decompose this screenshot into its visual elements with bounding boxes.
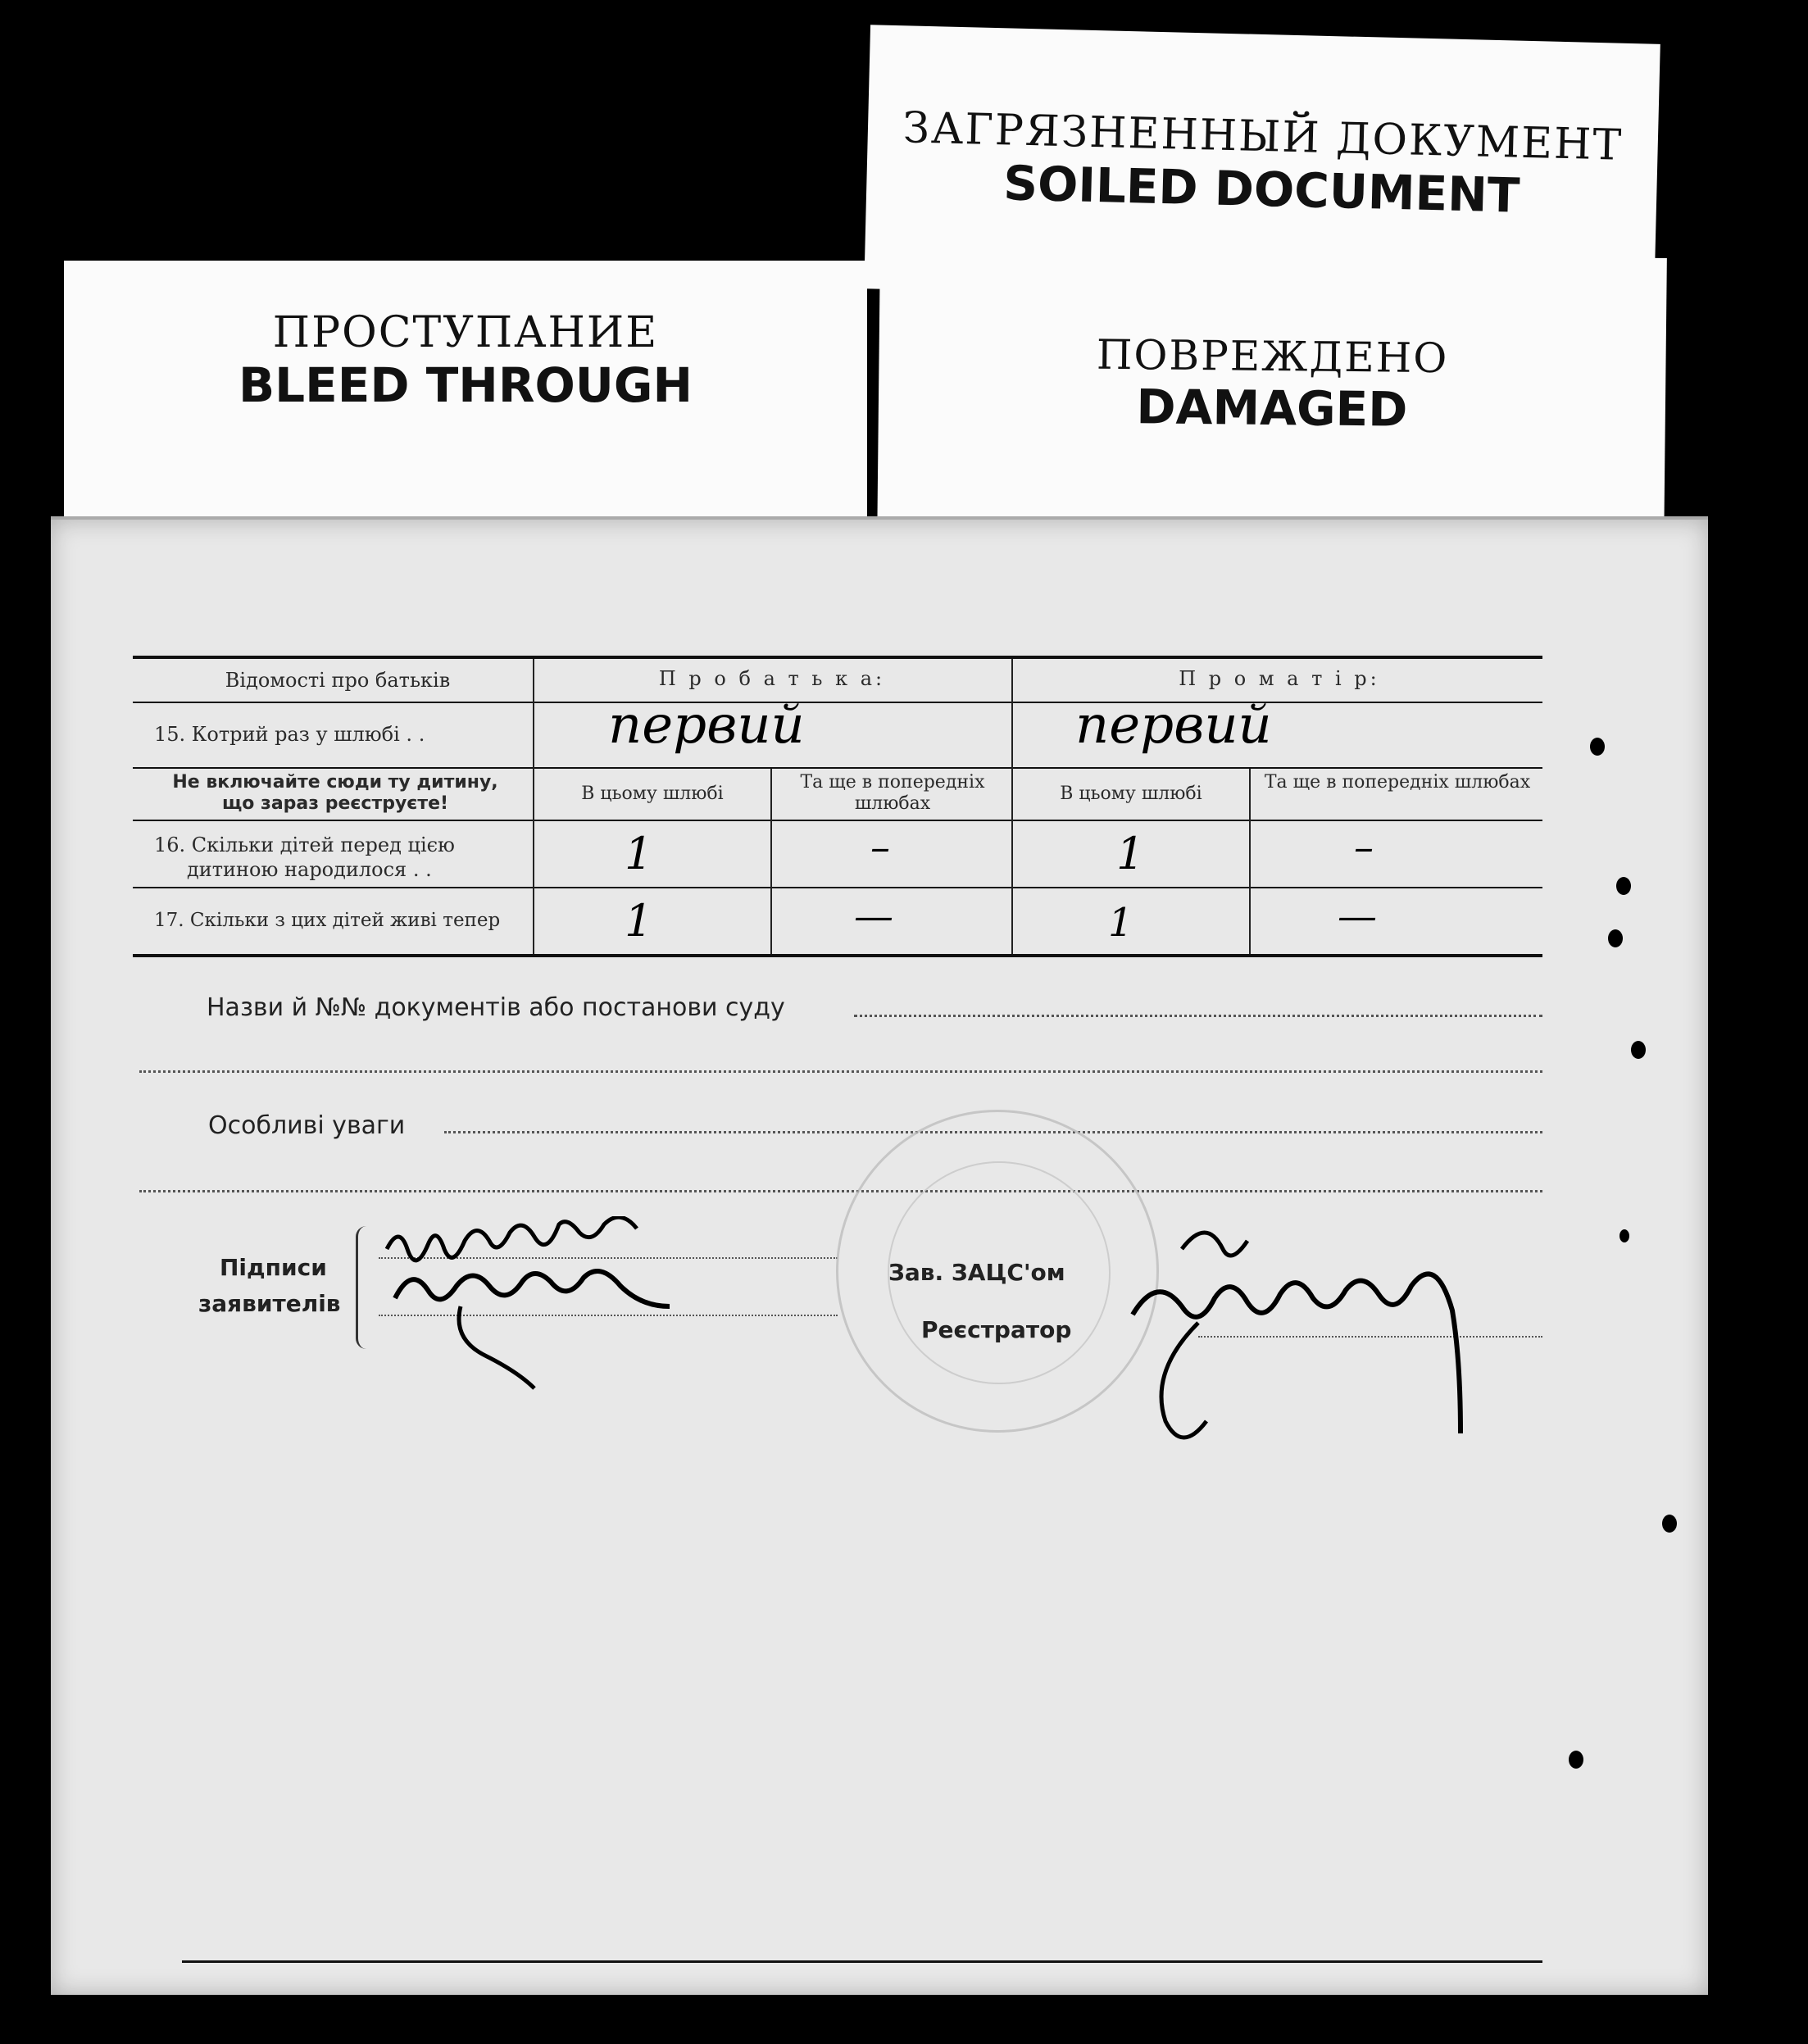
- head-label: Зав. ЗАЦС'ом: [888, 1259, 1065, 1286]
- row16-label: [154, 833, 531, 882]
- punch-hole: [1569, 1751, 1583, 1769]
- bleed-through-flag: [64, 261, 867, 531]
- subheader-this-marriage-mother: В цьому шлюбі: [1060, 784, 1202, 804]
- subheader-previous-marriages-mother: Та ще в попередніх шлюбах: [1264, 772, 1531, 793]
- punch-hole: [1662, 1515, 1677, 1533]
- row17-mother-this-marriage: 1: [1108, 900, 1133, 946]
- row16-mother-this-marriage: 1: [1116, 828, 1145, 879]
- row16-label-line: дитиною народилося . .: [187, 858, 432, 881]
- header-about-mother: П р о м а т і р:: [1179, 667, 1380, 690]
- row17-father-previous: —: [854, 893, 893, 939]
- flag-en-text: DAMAGED: [1136, 379, 1408, 438]
- table-rule: [133, 887, 1542, 888]
- flag-ru-text: ЗАГРЯЗНЕННЫЙ ДОКУМЕНТ: [902, 103, 1624, 170]
- table-rule: [133, 767, 1542, 769]
- table-column-divider: [1011, 659, 1013, 954]
- header-parents-info: Відомості про батьків: [225, 669, 451, 692]
- flag-en-text: BLEED THROUGH: [238, 357, 693, 413]
- punch-hole: [1631, 1041, 1646, 1059]
- documents-dotted-line-2: [139, 1070, 1542, 1073]
- row16-father-previous: –: [870, 824, 890, 870]
- table-bottom-rule: [133, 954, 1542, 957]
- row15-father-handwritten: первий: [608, 695, 805, 756]
- documents-dotted-line: [854, 1015, 1542, 1017]
- table-column-divider: [770, 769, 772, 954]
- registrar-signature-image: [1116, 1216, 1493, 1495]
- flag-ru-text: ПРОСТУПАНИЕ: [272, 308, 659, 357]
- notes-dotted-line-2: [139, 1190, 1542, 1192]
- exclusion-note-line: що зараз реєструєте!: [221, 793, 449, 814]
- row17-father-this-marriage: 1: [625, 895, 653, 947]
- damaged-flag: [877, 250, 1667, 553]
- row15-mother-handwritten: первий: [1075, 695, 1272, 756]
- flag-ru-text: ПОВРЕЖДЕНО: [1096, 330, 1449, 383]
- subheader-this-marriage-father: В цьому шлюбі: [581, 784, 724, 804]
- punch-hole: [1616, 877, 1631, 895]
- punch-hole: [1590, 738, 1605, 756]
- documents-label: Назви й №№ документів або постанови суду: [207, 993, 785, 1022]
- signatures-label-line: заявителів: [198, 1290, 341, 1317]
- punch-hole: [1608, 929, 1623, 947]
- exclusion-note-line: Не включайте сюди ту дитину,: [172, 772, 498, 793]
- applicant-signatures-image: [370, 1216, 862, 1397]
- row16-label-line: 16. Скільки дітей перед цією: [154, 833, 455, 856]
- signatures-label-line: Підписи: [220, 1254, 327, 1281]
- flag-en-text: SOILED DOCUMENT: [1002, 155, 1521, 224]
- table-top-rule: [133, 656, 1542, 659]
- subheader-previous-marriages-father: Та ще в попередніх шлюбах: [800, 772, 985, 814]
- page-bottom-rule: [182, 1960, 1542, 1963]
- row15-label: 15. Котрий раз у шлюбі . .: [154, 723, 425, 746]
- punch-hole: [1619, 1229, 1629, 1242]
- row17-mother-previous: —: [1338, 893, 1377, 939]
- registrar-label: Реєстратор: [921, 1316, 1072, 1343]
- signatures-brace: [356, 1226, 366, 1349]
- notes-label: Особливі уваги: [208, 1111, 406, 1140]
- row17-label: 17. Скільки з цих дітей живі тепер: [154, 910, 501, 931]
- document-sheet: [51, 516, 1708, 1995]
- exclusion-note: [143, 772, 528, 815]
- table-column-divider: [1249, 769, 1251, 954]
- row16-mother-previous: –: [1354, 824, 1374, 870]
- table-rule: [133, 820, 1542, 821]
- header-about-father: П р о б а т ь к а:: [658, 667, 886, 690]
- row16-father-this-marriage: 1: [625, 828, 653, 879]
- table-rule: [133, 702, 1542, 703]
